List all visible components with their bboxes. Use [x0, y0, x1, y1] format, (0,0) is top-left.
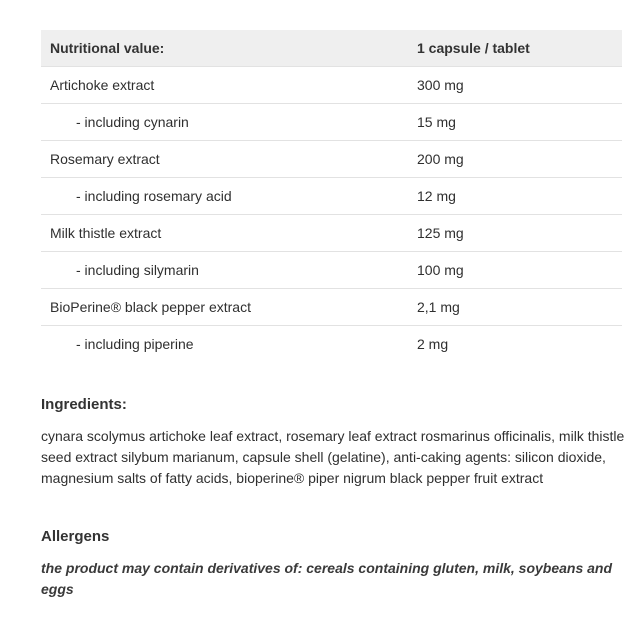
row-name: Milk thistle extract	[41, 215, 408, 252]
row-value: 100 mg	[408, 252, 622, 289]
table-row	[41, 67, 622, 104]
ingredients-heading: Ingredients:	[41, 396, 127, 413]
table-row	[41, 141, 622, 178]
table-row	[41, 252, 622, 289]
table-row	[41, 178, 622, 215]
table-row	[41, 326, 622, 363]
row-name: Rosemary extract	[41, 141, 408, 178]
allergens-text: the product may contain derivatives of: cereals containing gluten, milk, soybeans and eggs	[41, 560, 613, 597]
row-name: - including rosemary acid	[41, 178, 408, 215]
allergens-section	[41, 528, 626, 545]
row-name: - including cynarin	[41, 104, 408, 141]
row-value: 15 mg	[408, 104, 622, 141]
row-name: BioPerine® black pepper extract	[41, 289, 408, 326]
ingredients-text: cynara scolymus artichoke leaf extract, rosemary leaf extract rosmarinus officinalis, milk thistle seed extract silybum marianum, capsule shell (gelatine), anti-caking agents: silicon dioxide, magnesium salts of fatty acids, bioperine® piper nigrum black pepper fruit extract	[41, 428, 625, 486]
ingredients-section	[41, 396, 626, 413]
ingredients-body	[41, 426, 626, 489]
row-value: 125 mg	[408, 215, 622, 252]
row-value: 200 mg	[408, 141, 622, 178]
allergens-heading: Allergens	[41, 528, 110, 545]
row-name: - including silymarin	[41, 252, 408, 289]
table-row	[41, 104, 622, 141]
table-row	[41, 289, 622, 326]
row-value: 2,1 mg	[408, 289, 622, 326]
table-header-row	[41, 30, 622, 67]
row-value: 12 mg	[408, 178, 622, 215]
header-per-capsule: 1 capsule / tablet	[408, 30, 622, 67]
nutrition-table	[41, 30, 622, 362]
row-value: 300 mg	[408, 67, 622, 104]
row-name: - including piperine	[76, 336, 194, 352]
row-value: 2 mg	[417, 336, 449, 352]
row-name: Artichoke extract	[41, 67, 408, 104]
allergens-body	[41, 558, 626, 600]
header-nutritional-value: Nutritional value:	[41, 30, 408, 67]
table-row	[41, 215, 622, 252]
